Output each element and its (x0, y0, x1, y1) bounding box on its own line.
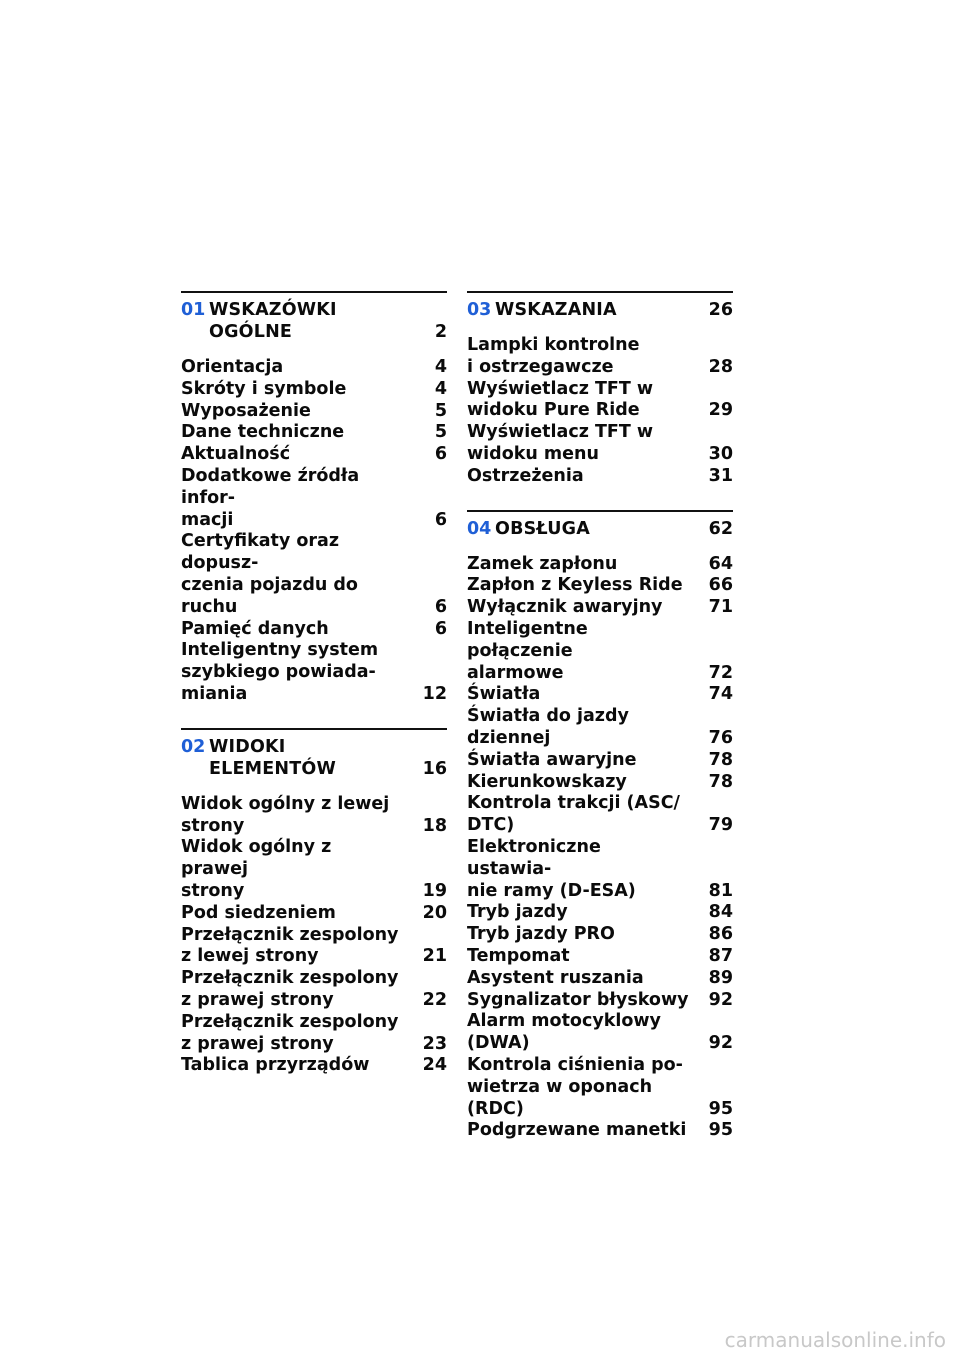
entry-page: 30 (708, 443, 733, 464)
entry-page: 71 (708, 597, 733, 618)
entry-page: 87 (708, 945, 733, 966)
entry-label: Wyłącznik awaryjny (467, 597, 663, 618)
toc-entry[interactable] (467, 466, 733, 488)
entry-page: 89 (708, 967, 733, 988)
entry-label: Sygnalizator błyskowy (467, 989, 689, 1010)
toc-entry[interactable] (467, 619, 733, 684)
toc-entry[interactable] (467, 772, 733, 794)
toc-entry[interactable] (467, 1120, 733, 1142)
entry-page: 92 (708, 1033, 733, 1054)
entry-label: Przełącznik zespolony z prawej strony (181, 1011, 399, 1054)
entry-page: 6 (434, 618, 447, 639)
entry-page: 23 (422, 1033, 447, 1054)
toc-entry[interactable] (467, 968, 733, 990)
toc-entry[interactable] (467, 946, 733, 968)
entry-page: 95 (708, 1120, 733, 1141)
toc-entry[interactable] (467, 837, 733, 902)
entry-page: 31 (708, 465, 733, 486)
toc-entry[interactable] (467, 750, 733, 772)
entry-label: Kontrola ciśnienia po- wietrza w oponach (RDC) (467, 1054, 683, 1119)
toc-entry[interactable] (467, 575, 733, 597)
entry-page: 19 (422, 880, 447, 901)
section-title: WSKAZÓWKI OGÓLNE (209, 300, 337, 342)
toc-entry[interactable] (181, 466, 447, 531)
toc-entry[interactable] (181, 531, 447, 618)
entry-label: Podgrzewane manetki (467, 1120, 687, 1141)
entry-page: 20 (422, 902, 447, 923)
section-title: OBSŁUGA (495, 518, 590, 539)
entry-label: Aktualność (181, 444, 291, 465)
entry-label: Orientacja (181, 357, 284, 377)
entry-page: 81 (708, 880, 733, 901)
entry-page: 74 (708, 684, 733, 705)
section-page: 26 (708, 300, 733, 320)
toc-entry[interactable] (467, 684, 733, 706)
entry-page: 6 (434, 596, 447, 617)
entry-page: 78 (708, 749, 733, 770)
entry-label: Kierunkowskazy (467, 771, 627, 792)
toc-entry[interactable] (181, 968, 447, 1012)
toc-entry[interactable] (181, 401, 447, 423)
entry-page: 79 (708, 815, 733, 836)
section-heading[interactable] (467, 299, 733, 321)
entry-label: Tryb jazdy PRO (467, 924, 615, 945)
entry-label: Skróty i symbole (181, 378, 347, 399)
entry-page: 6 (434, 509, 447, 530)
entry-page: 64 (708, 553, 733, 574)
toc-entry[interactable] (181, 379, 447, 401)
section-divider (467, 291, 733, 293)
entry-label: Inteligentne połączenie alarmowe (467, 618, 588, 683)
entry-page: 28 (708, 356, 733, 377)
toc-entry[interactable] (467, 924, 733, 946)
toc-entry[interactable] (181, 794, 447, 838)
toc-entry[interactable] (467, 554, 733, 576)
entry-label: Ostrzeżenia (467, 465, 584, 486)
toc-entry[interactable] (467, 902, 733, 924)
entry-label: Wyposażenie (181, 400, 311, 421)
entry-page: 4 (434, 357, 447, 377)
toc-entry[interactable] (467, 706, 733, 750)
entry-label: Alarm motocyklowy (DWA) (467, 1011, 661, 1054)
entry-label: Pamięć danych (181, 618, 329, 639)
toc-column-left (181, 291, 447, 1099)
entry-page: 76 (708, 727, 733, 748)
entry-page: 66 (708, 575, 733, 596)
section-title: WSKAZANIA (495, 300, 617, 320)
entry-page: 18 (422, 815, 447, 836)
watermark: carmanualsonline.info (724, 1328, 946, 1352)
toc-entry[interactable] (181, 640, 447, 705)
section-entries (467, 335, 733, 488)
section-heading[interactable] (181, 736, 447, 780)
toc-entry[interactable] (181, 837, 447, 902)
entry-label: Widok ogólny z prawej strony (181, 837, 332, 901)
toc-entry[interactable] (181, 619, 447, 641)
toc-entry[interactable] (467, 1055, 733, 1120)
toc-section-04 (467, 510, 733, 1143)
entry-page: 4 (434, 378, 447, 399)
section-page: 2 (434, 322, 447, 342)
entry-page: 84 (708, 902, 733, 923)
entry-page: 29 (708, 400, 733, 421)
entry-page: 92 (708, 989, 733, 1010)
entry-page: 5 (434, 400, 447, 421)
section-number: 01 (181, 300, 206, 320)
entry-page: 95 (708, 1098, 733, 1119)
toc-entry[interactable] (181, 925, 447, 969)
entry-label: Przełącznik zespolony z prawej strony (181, 968, 399, 1010)
section-number: 04 (467, 518, 492, 539)
toc-entry[interactable] (467, 990, 733, 1012)
entry-label: Światła do jazdy dziennej (467, 706, 629, 748)
entry-page: 22 (422, 989, 447, 1010)
toc-column-right (467, 291, 733, 1164)
section-heading[interactable] (181, 299, 447, 343)
entry-label: Dane techniczne (181, 422, 345, 443)
entry-label: Pod siedzeniem (181, 902, 336, 923)
entry-page: 78 (708, 771, 733, 792)
toc-entry[interactable] (467, 335, 733, 379)
section-entries (467, 554, 733, 1143)
entry-label: Lampki kontrolne i ostrzegawcze (467, 335, 640, 377)
toc-entry[interactable] (181, 903, 447, 925)
entry-label: Inteligentny system szybkiego powiada- miania (181, 640, 379, 704)
section-title: WIDOKI ELEMENTÓW (209, 736, 336, 779)
entry-label: Dodatkowe źródła infor- macji (181, 465, 360, 530)
entry-page: 86 (708, 924, 733, 945)
entry-label: Wyświetlacz TFT w widoku menu (467, 422, 654, 464)
toc-entry[interactable] (181, 357, 447, 379)
toc-entry[interactable] (181, 1055, 447, 1077)
entry-label: Elektroniczne ustawia- nie ramy (D-ESA) (467, 836, 636, 901)
section-entries (181, 794, 447, 1077)
entry-page: 6 (434, 444, 447, 465)
entry-label: Wyświetlacz TFT w widoku Pure Ride (467, 378, 654, 421)
section-page: 16 (422, 758, 447, 779)
section-divider (181, 291, 447, 293)
toc-entry[interactable] (467, 379, 733, 423)
section-heading[interactable] (467, 518, 733, 540)
section-entries (181, 357, 447, 706)
section-number: 02 (181, 736, 206, 757)
entry-page: 5 (434, 422, 447, 443)
entry-label: Tablica przyrządów (181, 1055, 370, 1076)
entry-page: 21 (422, 946, 447, 967)
section-page: 62 (708, 518, 733, 539)
toc-entry[interactable] (181, 1012, 447, 1056)
entry-label: Światła awaryjne (467, 749, 637, 770)
toc-entry[interactable] (181, 422, 447, 444)
entry-label: Przełącznik zespolony z lewej strony (181, 924, 399, 967)
section-divider (467, 510, 733, 512)
toc-entry[interactable] (181, 444, 447, 466)
entry-label: Certyfikaty oraz dopusz- czenia pojazdu do ruchu (181, 531, 358, 617)
entry-label: Asystent ruszania (467, 967, 644, 988)
toc-entry[interactable] (467, 422, 733, 466)
toc-section-02 (181, 728, 447, 1077)
entry-label: Zapłon z Keyless Ride (467, 575, 683, 596)
section-number: 03 (467, 300, 492, 320)
entry-page: 24 (422, 1055, 447, 1076)
toc-entry[interactable] (467, 597, 733, 619)
toc-entry[interactable] (467, 1011, 733, 1055)
entry-label: Zamek zapłonu (467, 553, 618, 574)
toc-section-03 (467, 291, 733, 488)
entry-label: Widok ogólny z lewej strony (181, 793, 390, 836)
entry-page: 12 (422, 683, 447, 704)
entry-label: Tempomat (467, 945, 570, 966)
entry-label: Kontrola trakcji (ASC/ DTC) (467, 793, 680, 836)
section-divider (181, 728, 447, 730)
toc-entry[interactable] (467, 793, 733, 837)
entry-page: 72 (708, 662, 733, 683)
entry-label: Światła (467, 684, 541, 705)
toc-section-01 (181, 291, 447, 706)
entry-label: Tryb jazdy (467, 902, 568, 923)
